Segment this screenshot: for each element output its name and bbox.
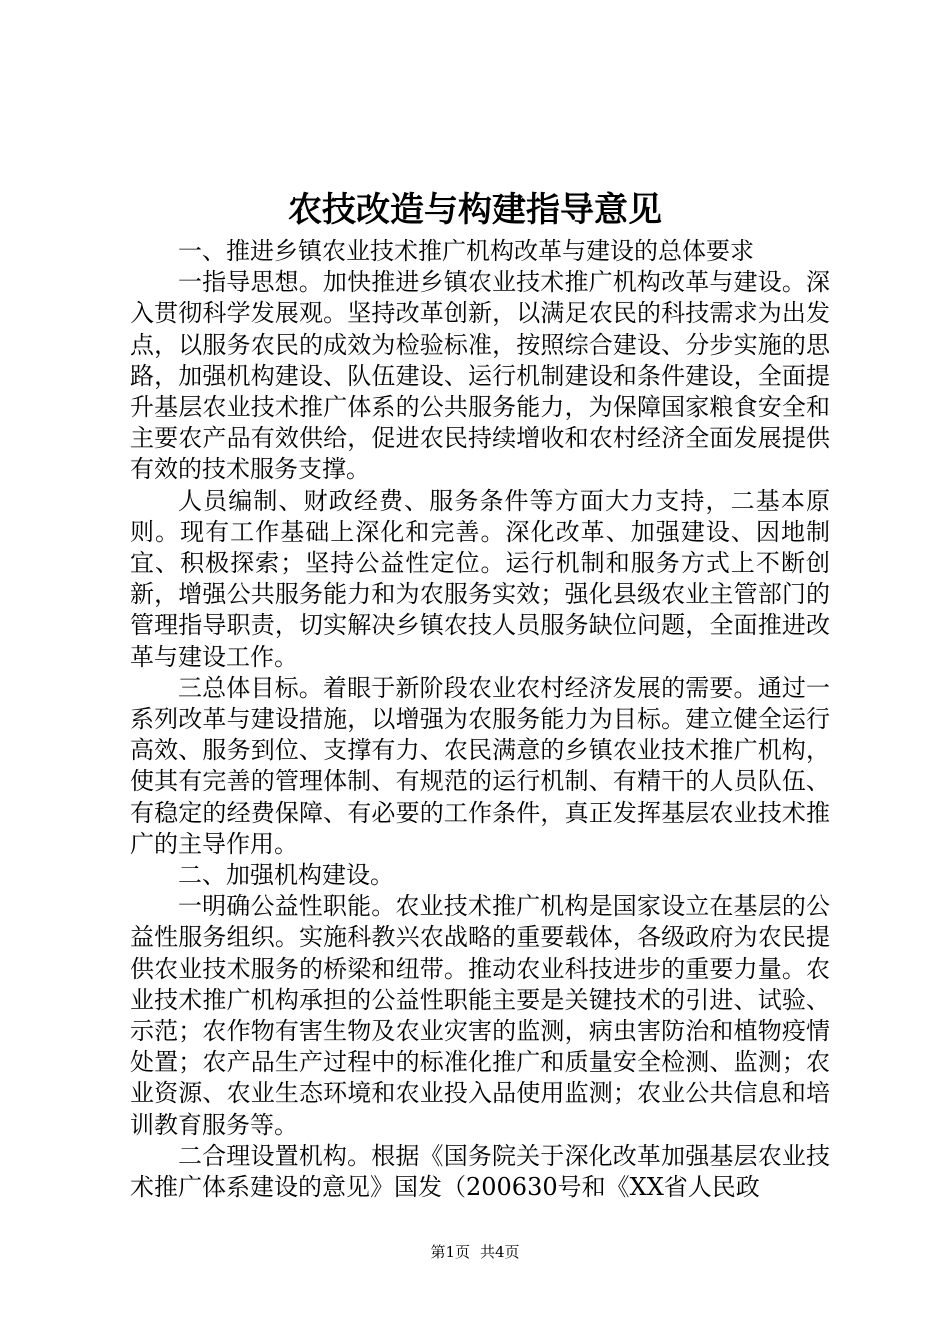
paragraph: 一明确公益性职能。农业技术推广机构是国家设立在基层的公益性服务组织。实施科教兴农战略的重要载体，各级政府为农民提供农业技术服务的桥梁和纽带。推动农业科技进步的重要力量。农业技术推广机构承担的公益性职能主要是关键技术的引进、试验、示范；农作物有害生物及农业灾害的监测，病虫害防治和植物疫情处置；农产品生产过程中的标准化推广和质量安全检测、监测；农业资源、农业生态环境和农业投入品使用监测；农业公共信息和培训教育服务等。 bbox=[130, 892, 830, 1139]
page-number: 第1页 bbox=[430, 1243, 470, 1261]
paragraph: 一指导思想。加快推进乡镇农业技术推广机构改革与建设。深入贯彻科学发展观。坚持改革创新，以满足农民的科技需求为出发点，以服务农民的成效为检验标准，按照综合建设、分步实施的思路，加强机构建设、队伍建设、运行机制建设和条件建设，全面提升基层农业技术推广体系的公共服务能力，为保障国家粮食安全和主要农产品有效供给，促进农民持续增收和农村经济全面发展提供有效的技术服务支撑。 bbox=[130, 268, 830, 484]
section-heading: 一、推进乡镇农业技术推广机构改革与建设的总体要求 bbox=[178, 237, 754, 265]
paragraph: 三总体目标。着眼于新阶段农业农村经济发展的需要。通过一系列改革与建设措施，以增强为农服务能力为目标。建立健全运行高效、服务到位、支撑有力、农民满意的乡镇农业技术推广机构，使其有完善的管理体制、有规范的运行机制、有精干的人员队伍、有稳定的经费保障、有必要的工作条件，真正发挥基层农业技术推广的主导作用。 bbox=[130, 673, 830, 858]
paragraph: 二合理设置机构。根据《国务院关于深化改革加强基层农业技术推广体系建设的意见》国发（200630号和《XX省人民政 bbox=[130, 1141, 830, 1202]
paragraph: 人员编制、财政经费、服务条件等方面大力支持，二基本原则。现有工作基础上深化和完善。深化改革、加强建设、因地制宜、积极探索；坚持公益性定位。运行机制和服务方式上不断创新，增强公共服务能力和为农服务实效；强化县级农业主管部门的管理指导职责，切实解决乡镇农技人员服务缺位问题，全面推进改革与建设工作。 bbox=[130, 486, 830, 671]
document-body bbox=[130, 236, 830, 1203]
document-title: 农技改造与构建指导意见 bbox=[288, 190, 662, 230]
page-footer bbox=[0, 1242, 950, 1262]
section-heading: 二、加强机构建设。 bbox=[178, 861, 394, 890]
page-total: 共4页 bbox=[480, 1243, 520, 1261]
